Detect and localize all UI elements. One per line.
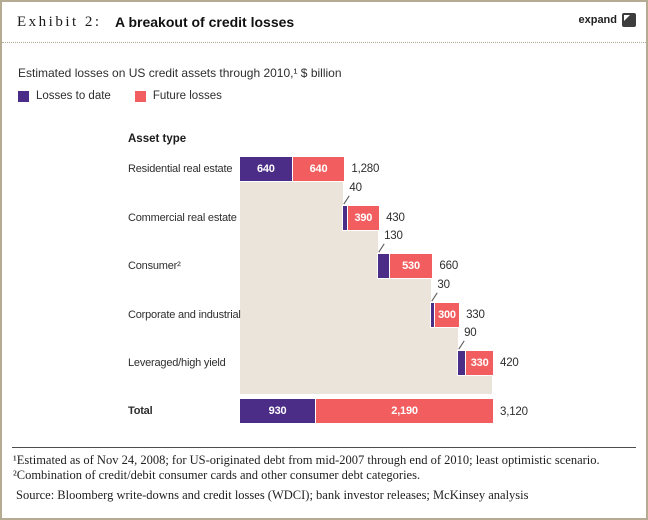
category-label: Consumer²: [128, 260, 181, 272]
bar-total: [240, 399, 493, 423]
bar-segment-losses-to-date: [458, 351, 465, 375]
category-label: Residential real estate: [128, 163, 233, 175]
bar-value-label: 390: [354, 211, 373, 224]
bar-value-label: 640: [256, 163, 275, 175]
chart-area: [2, 2, 646, 518]
bar-segment-losses-to-date: [431, 303, 433, 327]
footnote-2: ²Combination of credit/debit consumer cards and other consumer debt categories.: [13, 468, 421, 482]
exhibit-title: A breakout of credit losses: [115, 14, 295, 30]
bar-value-label: 530: [402, 260, 420, 272]
losses-to-date-callout-label: 90: [464, 327, 477, 339]
source-line: Source: Bloomberg write-downs and credit losses (WDCI); bank investor releases; McKinsey analysis: [16, 488, 529, 502]
losses-to-date-callout-label: 30: [437, 278, 450, 291]
bar-row: [431, 303, 459, 327]
row-total-label: 430: [386, 211, 405, 224]
bar-segment-future-losses: [435, 303, 459, 327]
losses-to-date-callout-label: 40: [349, 181, 362, 194]
legend-label: Losses to date: [36, 90, 111, 102]
bar-segment-losses-to-date: [343, 206, 346, 230]
plot-background-step: [240, 375, 492, 394]
bar-value-label: 2,190: [391, 405, 418, 417]
callout-connector-line: [344, 195, 350, 204]
category-label: Total: [128, 405, 153, 417]
exhibit-number: Exhibit 2:: [17, 14, 102, 30]
bar-row: [378, 254, 432, 278]
expand-label: expand: [578, 14, 617, 26]
row-total-label: 3,120: [500, 406, 528, 418]
bar-segment-losses-to-date: [240, 399, 315, 423]
bar-value-label: 930: [268, 405, 287, 417]
row-total-label: 660: [439, 260, 459, 272]
category-label: Corporate and industrial: [128, 308, 241, 321]
bar-segment-future-losses: [293, 157, 345, 181]
bar-value-label: 330: [470, 357, 489, 369]
bar-value-label: 640: [309, 163, 328, 175]
bar-segment-losses-to-date: [240, 157, 292, 181]
losses-to-date-callout-label: 130: [384, 230, 403, 242]
row-total-label: 330: [466, 308, 485, 321]
chart-description: Estimated losses on US credit assets through 2010,¹ $ billion: [18, 66, 342, 80]
legend-label: Future losses: [152, 90, 222, 102]
callout-connector-line: [378, 244, 384, 253]
bar-segment-losses-to-date: [378, 254, 389, 278]
bar-value-label: 300: [438, 308, 456, 321]
category-label: Commercial real estate: [128, 211, 237, 224]
axis-header: Asset type: [128, 133, 187, 145]
footnote-divider: [12, 447, 636, 448]
footnotes: [13, 453, 634, 503]
bar-row: [458, 351, 493, 375]
row-total-label: 420: [500, 357, 519, 369]
bar-row: [343, 206, 379, 230]
callout-connector-line: [458, 341, 464, 350]
bar-segment-future-losses: [316, 399, 493, 423]
bar-segment-future-losses: [348, 206, 380, 230]
bar-segment-future-losses: [466, 351, 493, 375]
footnote-1: ¹Estimated as of Nov 24, 2008; for US-originated debt from mid-2007 through end of 2010; least optimistic scenario.: [13, 453, 600, 467]
callout-connector-line: [432, 292, 438, 301]
bar-row: [240, 157, 344, 181]
category-label: Leveraged/high yield: [128, 357, 226, 369]
row-total-label: 1,280: [351, 163, 380, 175]
bar-segment-future-losses: [390, 254, 433, 278]
